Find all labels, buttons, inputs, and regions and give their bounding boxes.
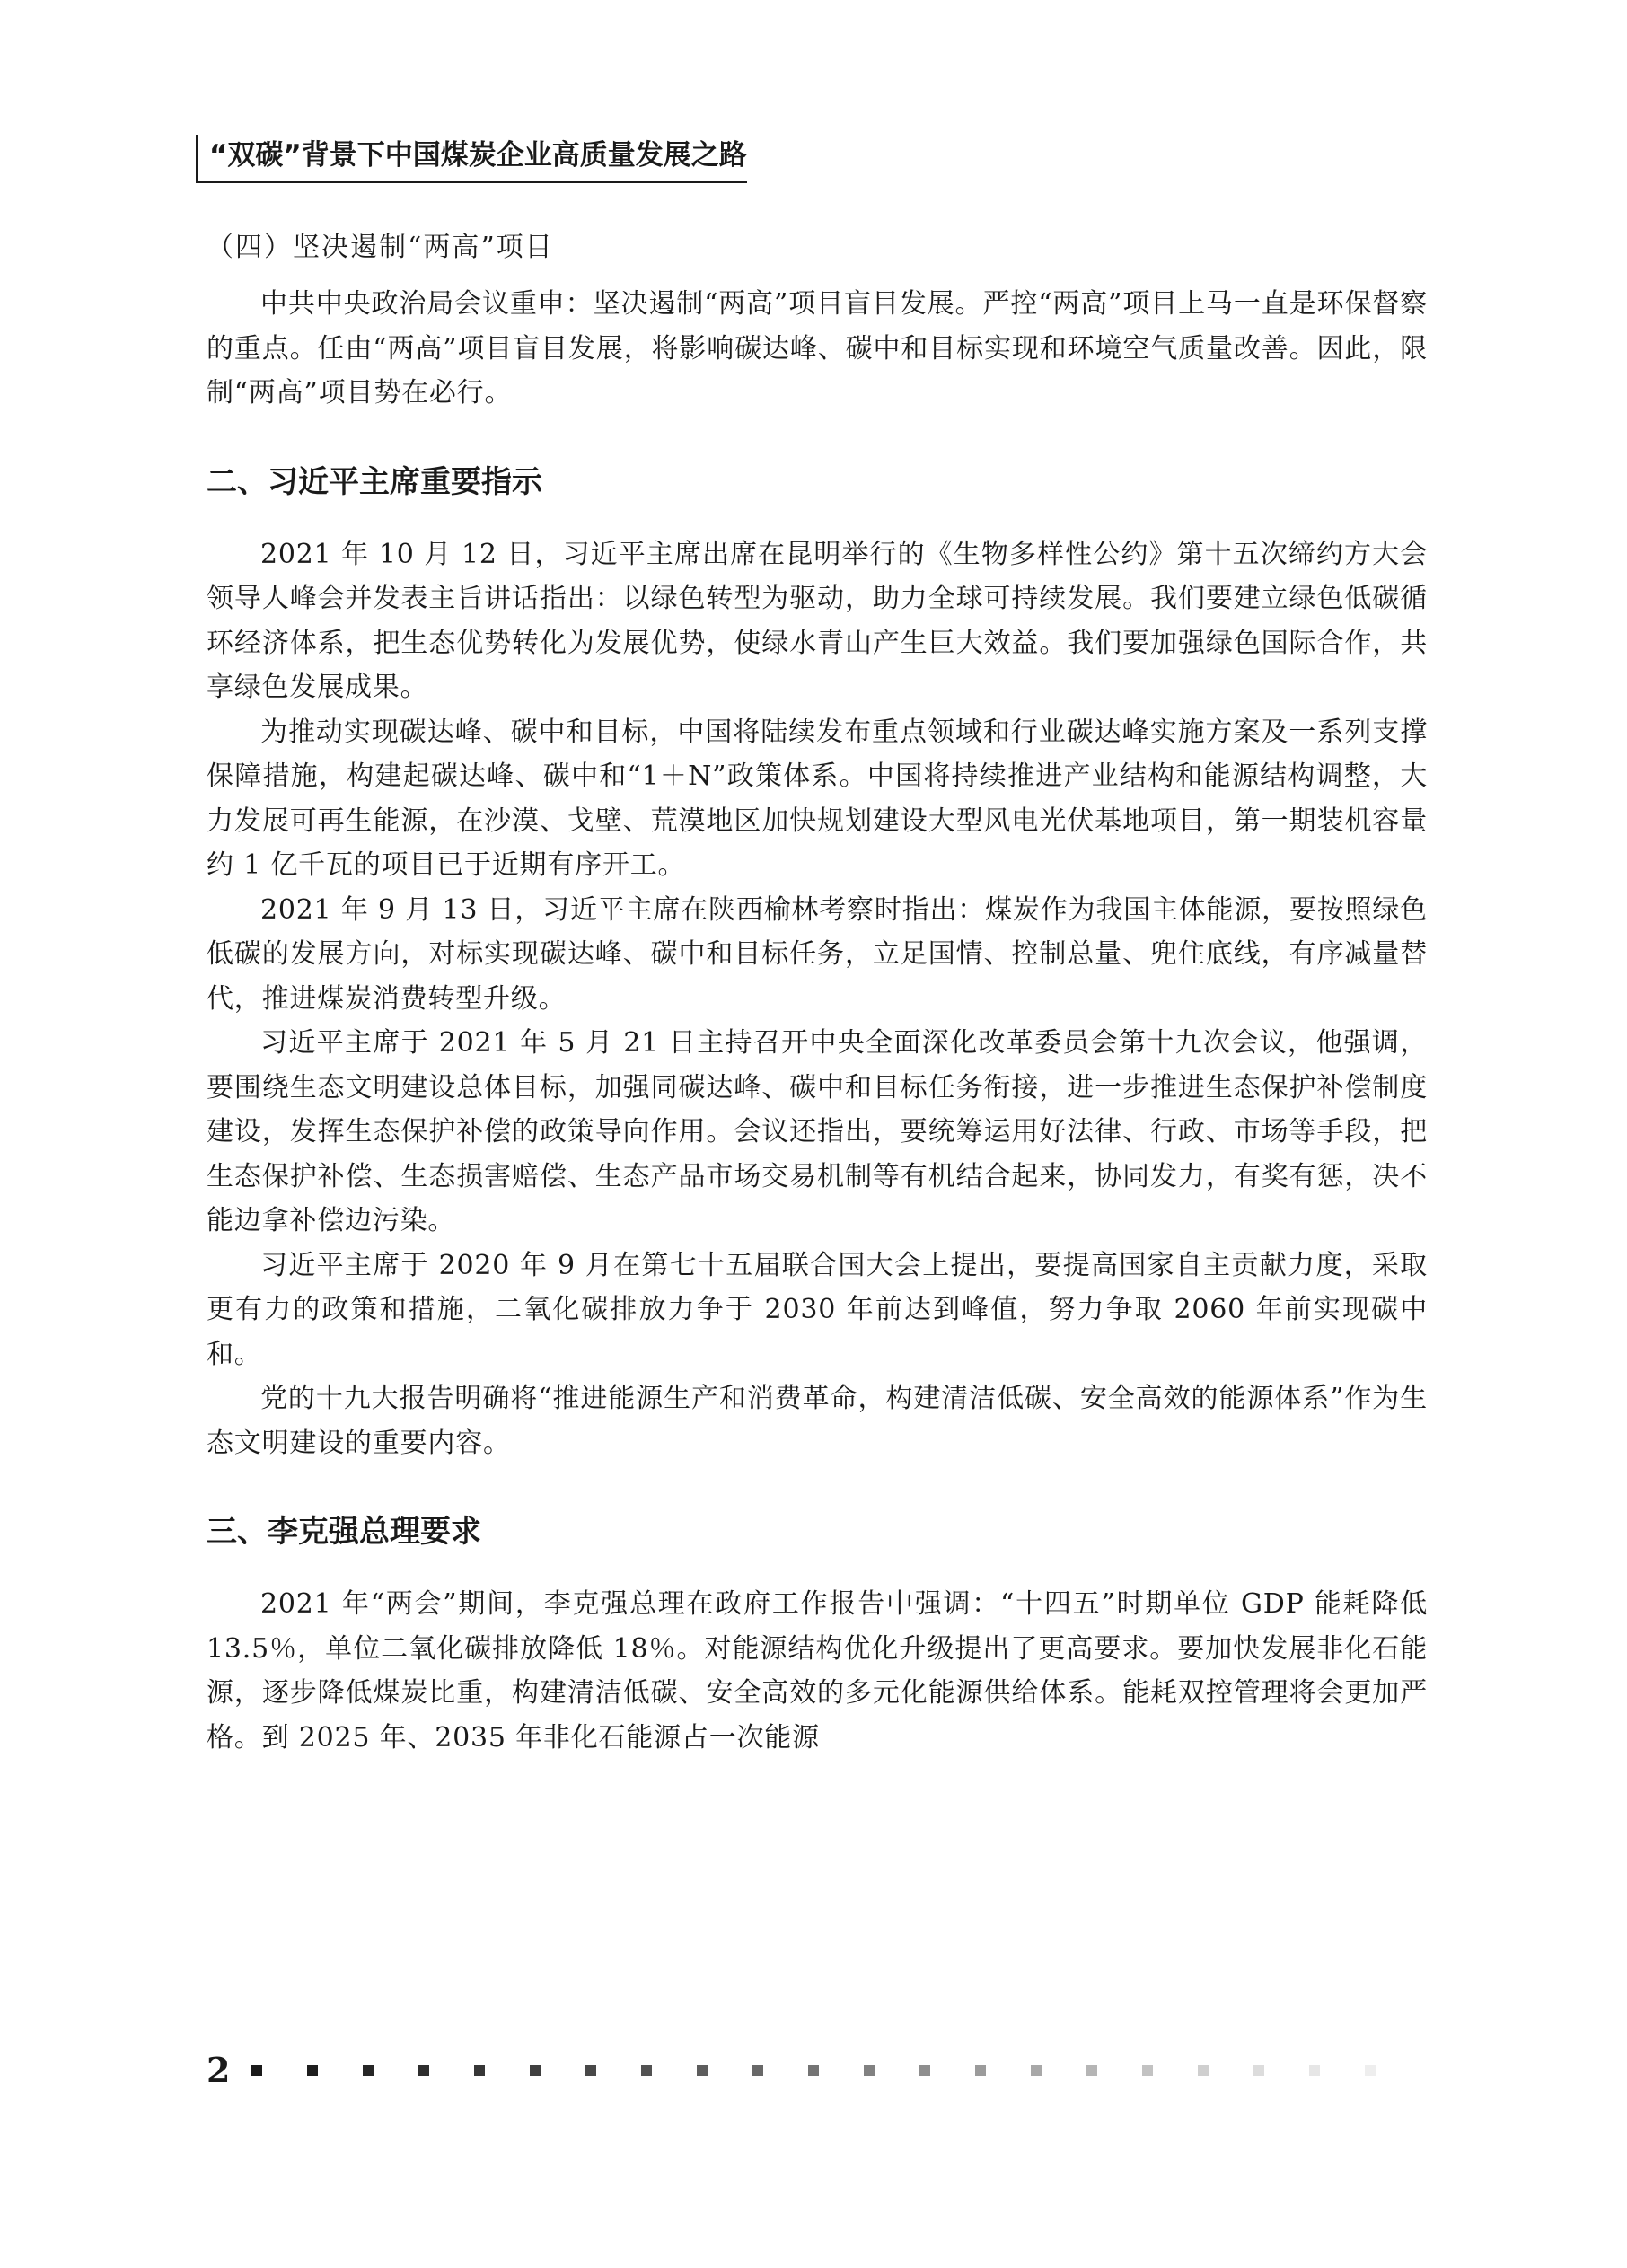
footer-square-icon	[474, 2065, 485, 2076]
footer-square-icon	[752, 2065, 763, 2076]
footer-square-icon	[864, 2065, 875, 2076]
page-footer	[207, 2051, 1420, 2090]
footer-square-icon	[418, 2065, 429, 2076]
footer-square-icon	[641, 2065, 652, 2076]
footer-square-icon	[1253, 2065, 1264, 2076]
section-2-heading: 二、习近平主席重要指示	[207, 463, 542, 500]
footer-square-icon	[1086, 2065, 1097, 2076]
footer-square-icon	[585, 2065, 596, 2076]
paragraph: 中共中央政治局会议重申：坚决遏制“两高”项目盲目发展。严控“两高”项目上马一直是环保督察的重点。任由“两高”项目盲目发展，将影响碳达峰、碳中和目标实现和环境空气质量改善。因此，限制“两高”项目势在必行。	[207, 288, 1428, 409]
paragraph: 习近平主席于 2020 年 9 月在第七十五届联合国大会上提出，要提高国家自主贡献力度，采取更有力的政策和措施，二氧化碳排放力争于 2030 年前达到峰值，努力争取 2060 年前实现碳中和。	[207, 1249, 1428, 1370]
paragraph: 党的十九大报告明确将“推进能源生产和消费革命，构建清洁低碳、安全高效的能源体系”作为生态文明建设的重要内容。	[207, 1383, 1428, 1459]
footer-square-icon	[1365, 2065, 1376, 2076]
footer-square-icon	[1031, 2065, 1042, 2076]
footer-square-icon	[1198, 2065, 1209, 2076]
footer-square-icon	[975, 2065, 986, 2076]
paragraph: 习近平主席于 2021 年 5 月 21 日主持召开中央全面深化改革委员会第十九次会议，他强调，要围绕生态文明建设总体目标，加强同碳达峰、碳中和目标任务衔接，进一步推进生态保护补偿制度建设，发挥生态保护补偿的政策导向作用。会议还指出，要统筹运用好法律、行政、市场等手段，把生态保护补偿、生态损害赔偿、生态产品市场交易机制等有机结合起来，协同发力，有奖有惩，决不能边拿补偿边污染。	[207, 1027, 1428, 1236]
page-number: 2	[207, 2050, 231, 2090]
footer-square-icon	[919, 2065, 930, 2076]
footer-gradient-squares	[251, 2065, 1420, 2076]
footer-square-icon	[697, 2065, 708, 2076]
section-3-heading: 三、李克强总理要求	[207, 1514, 481, 1550]
running-header-title: “双碳”背景下中国煤炭企业高质量发展之路	[209, 139, 747, 171]
footer-square-icon	[1309, 2065, 1320, 2076]
paragraph: 2021 年 10 月 12 日，习近平主席出席在昆明举行的《生物多样性公约》第十五次缔约方大会领导人峰会并发表主旨讲话指出：以绿色转型为驱动，助力全球可持续发展。我们要建立绿色低碳循环经济体系，把生态优势转化为发展优势，使绿水青山产生巨大效益。我们要加强绿色国际合作，共享绿色发展成果。	[207, 538, 1428, 703]
footer-square-icon	[307, 2065, 318, 2076]
paragraph: 2021 年 9 月 13 日，习近平主席在陕西榆林考察时指出：煤炭作为我国主体能源，要按照绿色低碳的发展方向，对标实现碳达峰、碳中和目标任务，立足国情、控制总量、兜住底线，有序减量替代，推进煤炭消费转型升级。	[207, 893, 1428, 1015]
footer-square-icon	[363, 2065, 374, 2076]
footer-square-icon	[1142, 2065, 1153, 2076]
page-content	[207, 215, 1428, 1760]
footer-square-icon	[530, 2065, 541, 2076]
running-header	[196, 135, 747, 183]
paragraph: 2021 年“两会”期间，李克强总理在政府工作报告中强调：“十四五”时期单位 GDP 能耗降低 13.5％，单位二氧化碳排放降低 18％。对能源结构优化升级提出了更高要求。要加快发展非化石能源，逐步降低煤炭比重，构建清洁低碳、安全高效的多元化能源供给体系。能耗双控管理将会更加严格。到 2025 年、2035 年非化石能源占一次能源	[207, 1588, 1428, 1754]
paragraph: 为推动实现碳达峰、碳中和目标，中国将陆续发布重点领域和行业碳达峰实施方案及一系列支撑保障措施，构建起碳达峰、碳中和“1＋N”政策体系。中国将持续推进产业结构和能源结构调整，大力发展可再生能源，在沙漠、戈壁、荒漠地区加快规划建设大型风电光伏基地项目，第一期装机容量约 1 亿千瓦的项目已于近期有序开工。	[207, 716, 1428, 881]
footer-square-icon	[808, 2065, 819, 2076]
subsection-4-title: （四）坚决遏制“两高”项目	[207, 232, 554, 263]
footer-square-icon	[251, 2065, 262, 2076]
